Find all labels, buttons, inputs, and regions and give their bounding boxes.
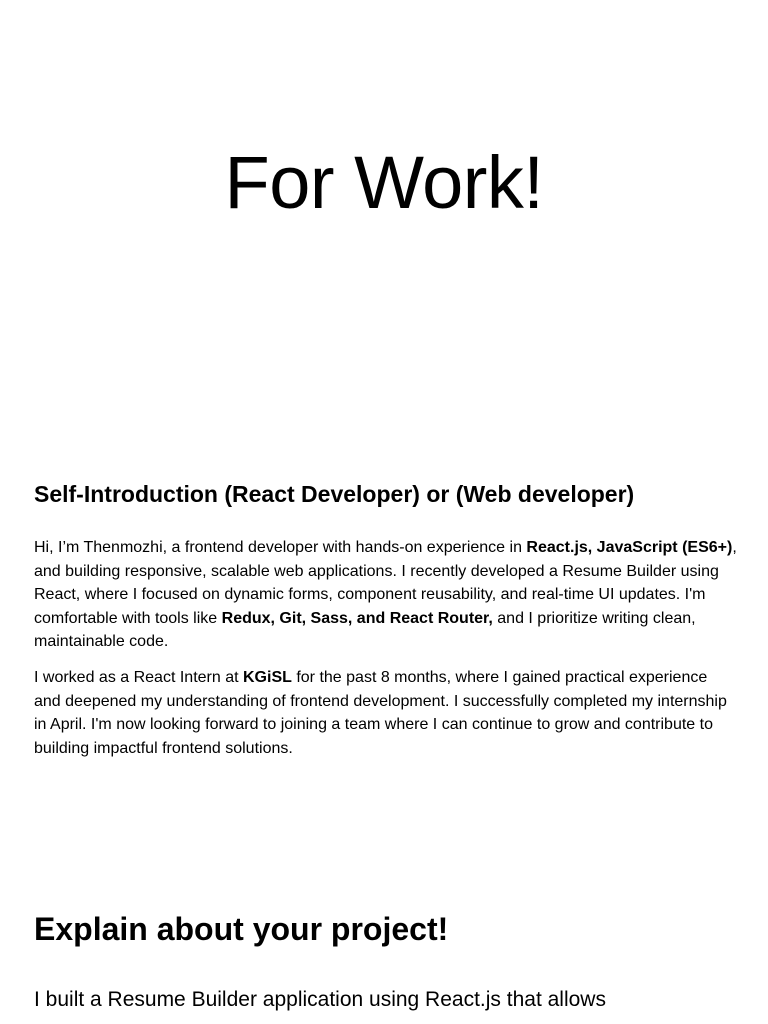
project-paragraph: I built a Resume Builder application using React.js that allows — [34, 988, 606, 1011]
intern-text-1: I worked as a React Intern at — [34, 669, 243, 686]
intro-text-1: Hi, I’m Thenmozhi, a frontend developer with hands-on experience in — [34, 539, 527, 556]
self-intro-paragraph-2 — [34, 666, 738, 760]
intro-text-3: and I prioritize writing clean, maintainable code. — [34, 609, 696, 650]
project-heading: Explain about your project! — [34, 911, 449, 947]
self-intro-heading: Self-Introduction (React Developer) or (Web developer) — [34, 481, 635, 507]
self-intro-paragraph-1 — [34, 536, 738, 654]
intro-tools-bold: Redux, Git, Sass, and React Router, — [221, 609, 493, 627]
intro-skills-bold: React.js, JavaScript — [526, 539, 678, 556]
page-title: For Work! — [224, 141, 544, 224]
company-bold: KGiSL — [243, 669, 292, 686]
intern-text-2: for the past 8 months, where I gained practical experience and deepened my understanding of frontend development. I successfully completed my internship in April. I'm now looking forward to joining a team where I can continue to grow and contribute to building impactful frontend solutions. — [34, 669, 727, 757]
intro-text-2: , and building responsive, scalable web applications. I recently developed a Resume Builder using React, where I focused on dynamic forms, component reusability, and real-time UI updates. I'm comfortable with tools like — [34, 539, 737, 627]
intro-es6-bold: (ES6+) — [682, 539, 733, 556]
